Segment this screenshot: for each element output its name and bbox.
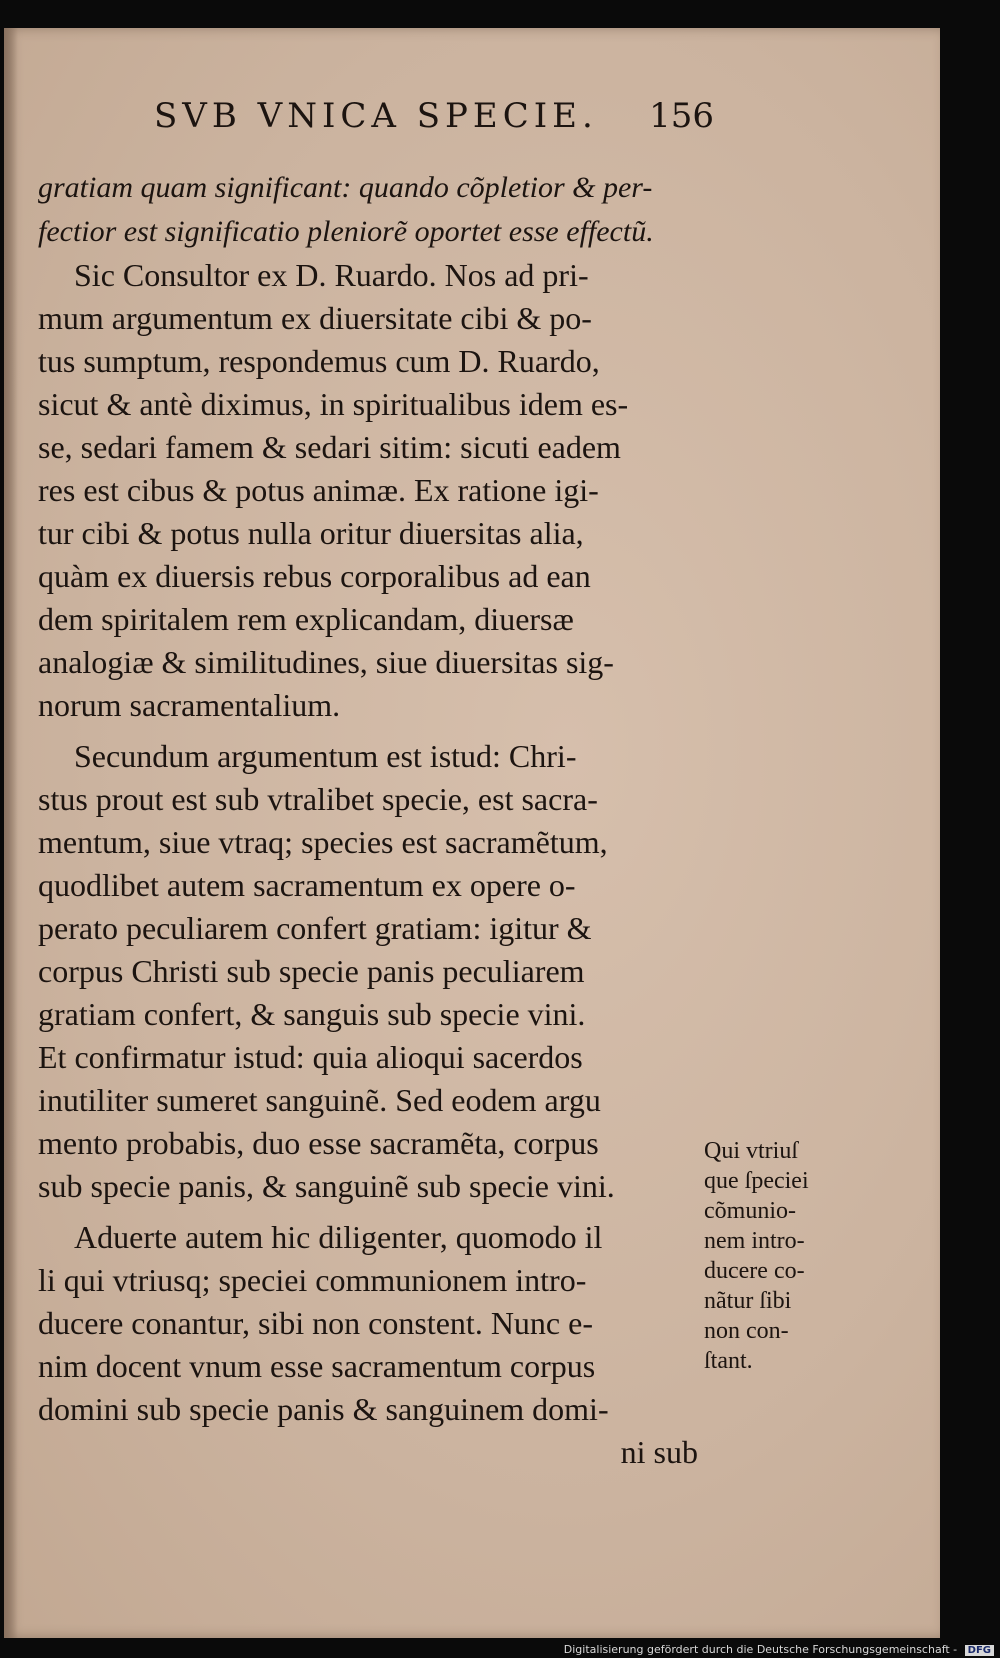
text-line: stus prout est sub vtralibet specie, est sacra-: [38, 781, 598, 817]
book-page: [4, 28, 940, 1638]
running-head: SVB VNICA SPECIE.: [154, 96, 598, 136]
text-line: li qui vtriusq; speciei communionem intro-: [38, 1262, 587, 1298]
page-binding-shadow: [4, 28, 18, 1638]
margin-note-line: non con-: [704, 1318, 789, 1344]
catchword: ni sub: [620, 1434, 698, 1470]
text-line: quàm ex diuersis rebus corporalibus ad ean: [38, 558, 591, 594]
margin-note-line: que ſpeciei: [704, 1168, 809, 1194]
text-line: tur cibi & potus nulla oritur diuersitas alia,: [38, 515, 584, 551]
page-header: [154, 96, 714, 146]
margin-note-line: ducere co-: [704, 1258, 805, 1284]
text-line: sicut & antè diximus, in spiritualibus idem es-: [38, 386, 629, 422]
text-line: sub specie panis, & sanguinẽ sub specie vini.: [38, 1168, 615, 1204]
text-line: domini sub specie panis & sanguinem domi-: [38, 1391, 609, 1427]
margin-note-line: Qui vtriuſ: [704, 1138, 798, 1164]
paragraph-gap: [38, 1208, 698, 1216]
text-line: res est cibus & potus animæ. Ex ratione igi-: [38, 472, 599, 508]
main-text-block: [38, 166, 698, 1474]
margin-note: [704, 1136, 874, 1376]
text-line: mentum, siue vtraq; species est sacramẽtum,: [38, 824, 608, 860]
text-line: perato peculiarem confert gratiam: igitur &: [38, 910, 592, 946]
continuation-line: gratiam quam significant: quando cõpletior & per-: [38, 171, 653, 204]
text-line: se, sedari famem & sedari sitim: sicuti eadem: [38, 429, 621, 465]
text-line: gratiam confert, & sanguis sub specie vini.: [38, 996, 586, 1032]
text-line: Sic Consultor ex D. Ruardo. Nos ad pri-: [74, 257, 589, 293]
continuation-line: fectior est significatio pleniorẽ oportet esse effectũ.: [38, 215, 654, 248]
dfg-logo: DFG: [965, 1645, 994, 1656]
margin-note-line: ſtant.: [704, 1348, 753, 1374]
digitization-credit: [564, 1643, 994, 1656]
text-line: inutiliter sumeret sanguinẽ. Sed eodem argu: [38, 1082, 601, 1118]
text-line: tus sumptum, respondemus cum D. Ruardo,: [38, 343, 600, 379]
text-line: Et confirmatur istud: quia alioqui sacerdos: [38, 1039, 583, 1075]
page-number: 156: [649, 96, 714, 136]
paragraph-gap: [38, 727, 698, 735]
text-line: analogiæ & similitudines, siue diuersitas sig-: [38, 644, 614, 680]
text-line: Secundum argumentum est istud: Chri-: [74, 738, 577, 774]
margin-note-line: nãtur ſibi: [704, 1288, 792, 1314]
text-line: corpus Christi sub specie panis peculiarem: [38, 953, 585, 989]
text-line: Aduerte autem hic diligenter, quomodo il: [74, 1219, 603, 1255]
text-line: dem spiritalem rem explicandam, diuersæ: [38, 601, 574, 637]
credit-text: Digitalisierung gefördert durch die Deutsche Forschungsgemeinschaft -: [563, 1643, 958, 1656]
text-line: mento probabis, duo esse sacramẽta, corpus: [38, 1125, 599, 1161]
margin-note-line: nem intro-: [704, 1228, 805, 1254]
text-line: mum argumentum ex diuersitate cibi & po-: [38, 300, 592, 336]
text-line: ducere conantur, sibi non constent. Nunc e-: [38, 1305, 593, 1341]
text-line: nim docent vnum esse sacramentum corpus: [38, 1348, 596, 1384]
text-line: quodlibet autem sacramentum ex opere o-: [38, 867, 576, 903]
margin-note-line: cõmunio-: [704, 1198, 796, 1224]
text-line: norum sacramentalium.: [38, 687, 341, 723]
